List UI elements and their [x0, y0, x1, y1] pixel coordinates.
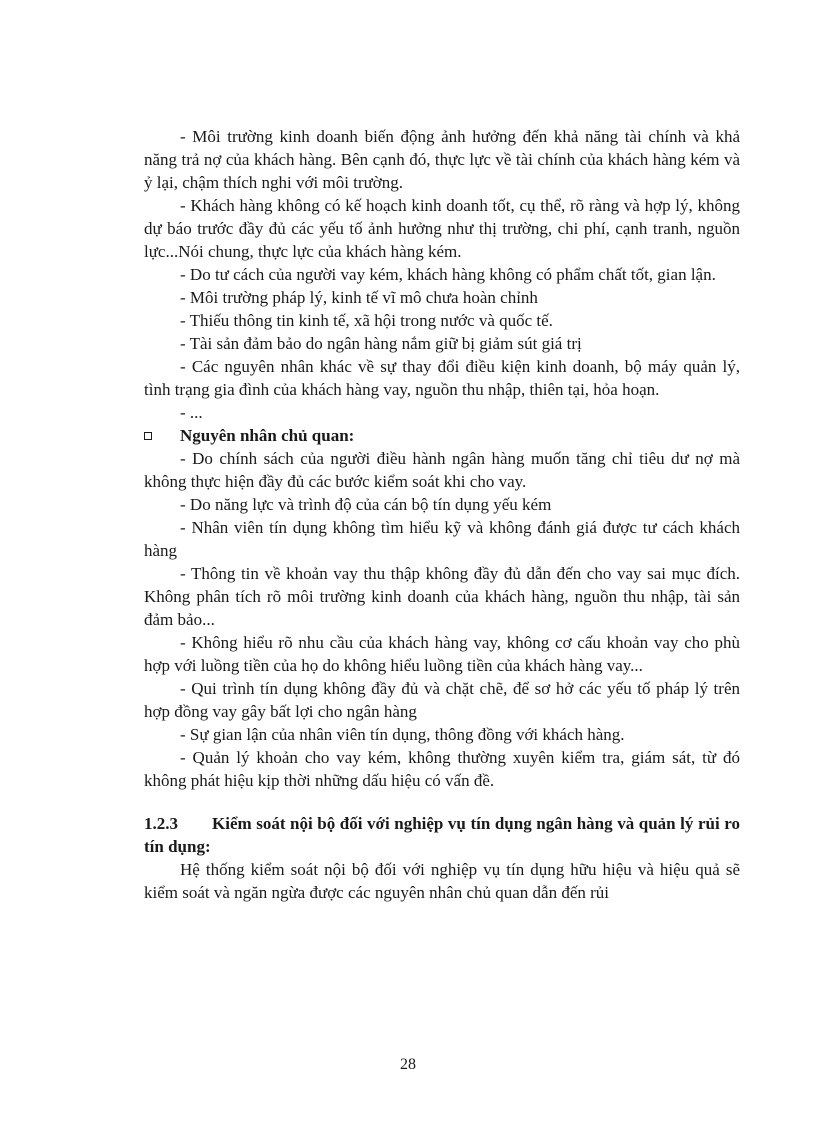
subjective-item: - Qui trình tín dụng không đầy đủ và chặt chẽ, để sơ hở các yếu tố pháp lý trên hợp đồng vay gây bất lợi cho ngân hàng: [144, 679, 740, 721]
objective-item: - Các nguyên nhân khác về sự thay đổi điều kiện kinh doanh, bộ máy quản lý, tình trạng gia đình của khách hàng vay, nguồn thu nhập, thiên tại, hỏa hoạn.: [144, 357, 740, 399]
subjective-item: - Không hiểu rõ nhu cầu của khách hàng vay, không cơ cấu khoản vay cho phù hợp với luồng tiền của họ do không hiểu luồng tiền của khách hàng vay...: [144, 633, 740, 675]
subjective-heading: [144, 424, 740, 447]
section-title: Kiểm soát nội bộ đối với nghiệp vụ tín dụng ngân hàng và quản lý rủi ro tín dụng:: [144, 814, 740, 856]
section-number: 1.2.3: [144, 814, 178, 833]
subjective-item: - Do năng lực và trình độ của cán bộ tín dụng yếu kém: [180, 495, 552, 514]
square-bullet-icon: [144, 432, 152, 440]
subjective-item: - Quản lý khoản cho vay kém, không thường xuyên kiểm tra, giám sát, từ đó không phát hiệu kịp thời những dấu hiệu có vấn đề.: [144, 748, 740, 790]
objective-item: - Môi trường pháp lý, kinh tế vĩ mô chưa hoàn chỉnh: [180, 288, 538, 307]
section-body: Hệ thống kiểm soát nội bộ đối với nghiệp vụ tín dụng hữu hiệu và hiệu quả sẽ kiểm soát và ngăn ngừa được các nguyên nhân chủ quan dẫn đến rủi: [144, 860, 740, 902]
subjective-heading-text: Nguyên nhân chủ quan:: [180, 426, 355, 445]
subjective-item: - Sự gian lận của nhân viên tín dụng, thông đồng với khách hàng.: [180, 725, 625, 744]
objective-item: - Khách hàng không có kế hoạch kinh doanh tốt, cụ thể, rõ ràng và hợp lý, không dự báo trước đầy đủ các yếu tố ảnh hưởng như thị trường, chi phí, cạnh tranh, nguồn lực...Nói chung, thực lực của khách hàng kém.: [144, 196, 740, 261]
section-heading: [144, 812, 740, 858]
objective-item: - Do tư cách của người vay kém, khách hàng không có phẩm chất tốt, gian lận.: [180, 265, 716, 284]
document-page: [144, 125, 740, 904]
page-number: 28: [400, 1056, 416, 1073]
subjective-item: - Do chính sách của người điều hành ngân hàng muốn tăng chỉ tiêu dư nợ mà không thực hiện đầy đủ các bước kiểm soát khi cho vay.: [144, 449, 740, 491]
objective-item: - ...: [180, 403, 203, 422]
subjective-item: - Nhân viên tín dụng không tìm hiểu kỹ và không đánh giá được tư cách khách hàng: [144, 518, 740, 560]
subjective-item: - Thông tin về khoản vay thu thập không đầy đủ dẫn đến cho vay sai mục đích. Không phân tích rõ môi trường kinh doanh của khách hàng, nguồn thu nhập, tài sản đảm bảo...: [144, 564, 740, 629]
objective-item: - Thiếu thông tin kinh tế, xã hội trong nước và quốc tế.: [180, 311, 553, 330]
objective-item: - Môi trường kinh doanh biến động ảnh hưởng đến khả năng tài chính và khả năng trả nợ của khách hàng. Bên cạnh đó, thực lực về tài chính của khách hàng kém và ỷ lại, chậm thích nghi với môi trường.: [144, 127, 740, 192]
objective-item: - Tài sản đảm bảo do ngân hàng nắm giữ bị giảm sút giá trị: [180, 334, 582, 353]
